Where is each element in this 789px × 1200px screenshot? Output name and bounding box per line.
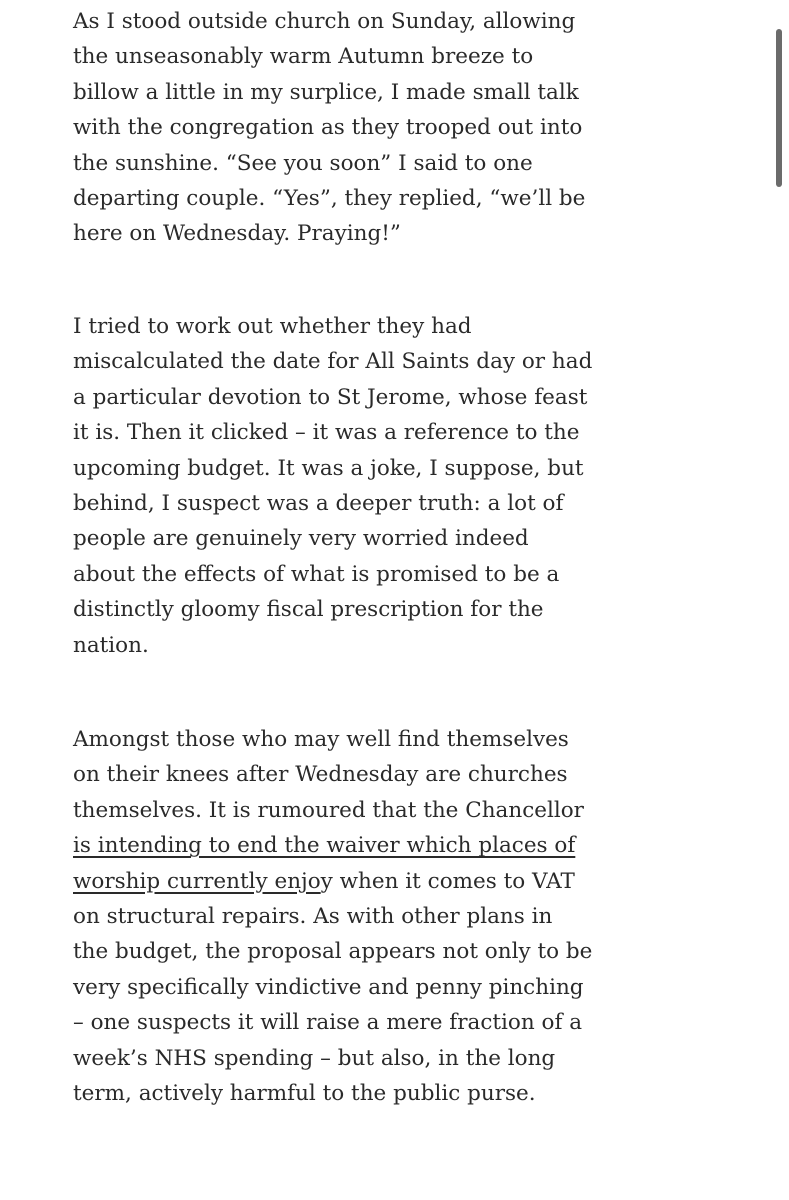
paragraph-3 <box>73 722 593 1111</box>
paragraph-3-text-before: Amongst those who may well find themselves on their knees after Wednesday are churches themselves. It is rumoured that the Chancellor <box>73 727 584 823</box>
vertical-scrollbar-thumb[interactable] <box>776 29 782 187</box>
vat-waiver-link[interactable]: is intending to end the waiver which places of worship currently enjo <box>73 833 576 894</box>
paragraph-2: I tried to work out whether they had miscalculated the date for All Saints day or had a particular devotion to St Jerome, whose feast it is. Then it clicked – it was a reference to the upcoming budget. It was a joke, I suppose, but behind, I suspect was a deeper truth: a lot of people are genuinely very worried indeed about the effects of what is promised to be a distinctly gloomy fiscal prescription for the nation. <box>73 314 593 658</box>
paragraph-1: As I stood outside church on Sunday, allowing the unseasonably warm Autumn breeze to billow a little in my surplice, I made small talk with the congregation as they trooped out into the sunshine. “See you soon” I said to one departing couple. “Yes”, they replied, “we’ll be here on Wednesday. Praying!” <box>73 9 586 247</box>
paragraph-3-text-after: y when it comes to VAT on structural repairs. As with other plans in the budget, the proposal appears not only to be very specifically vindictive and penny pinching – one suspects it will raise a mere fraction of a week’s NHS spending – but also, in the long term, actively harmful to the public purse. <box>73 868 593 1107</box>
